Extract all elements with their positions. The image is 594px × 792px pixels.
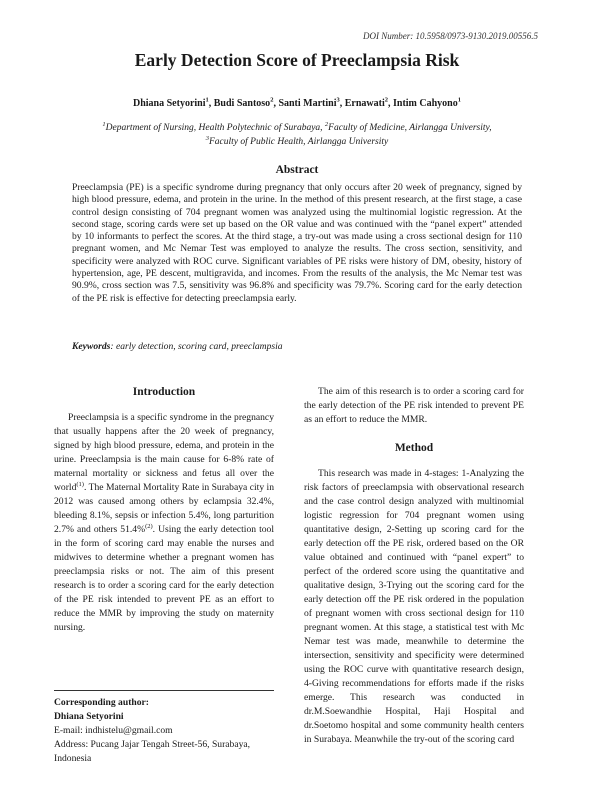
citation-mark: (1) [76, 480, 84, 488]
author-affiliation-mark: 1 [457, 96, 461, 104]
keywords [72, 341, 522, 352]
aim-paragraph: The aim of this research is to order a scoring card for the early detection of the PE risk intended to prevent PE as an effort to reduce the MMR. [304, 386, 524, 425]
intro-text-part: . The Maternal Mortality Rate in Surabaya city in 2012 was caused among others by eclampsia 32.4%, bleeding 8.1%, sepsis or infection 5.4%, long parturition 2.7% and others 51.4% [54, 482, 274, 535]
author-affiliation-mark: 2 [270, 96, 274, 104]
affiliation-text: Department of Nursing, Health Polytechnic of Surabaya, [105, 123, 325, 133]
author-name: Santi Martini [278, 98, 337, 109]
introduction-paragraph [54, 411, 274, 635]
intro-text-part: Preeclampsia is a specific syndrome in the pregnancy that usually happens after the 20 week of pregnancy, signed by high blood pressure, edema, and protein in the urine. Preeclampsia is the main cause for 6-8% rate of maternal mortality or sickness and fetus all over the world [54, 412, 274, 493]
corresponding-author-email: E-mail: indhistelu@gmail.com [54, 725, 173, 736]
abstract-heading: Abstract [275, 164, 319, 176]
author-name: Dhiana Setyorini [133, 98, 206, 109]
corresponding-author-address: Address: Pucang Jajar Tengah Street-56, Surabaya, Indonesia [54, 739, 251, 764]
footnote-divider [54, 690, 274, 691]
author-affiliation-mark: 3 [336, 96, 340, 104]
paper-title: Early Detection Score of Preeclampsia Risk [134, 50, 460, 70]
author-name: Ernawati [344, 98, 385, 109]
method-paragraph: This research was made in 4-stages: 1-Analyzing the risk factors of preeclampsia with observational research and the case control design analyzed with multinomial logistic regression for 704 pregnant women using quantitative design, 2-Setting up scoring card for the early detection off the PE risk, ordered based on the OR value obtained and continued with “panel expert” to perfect of the ordered score using the quantitative and qualitative design, 3-Trying out the scoring card for the early detection off the PE risk ordered in the population of pregnant women with cross sectional design for 110 pregnant women. At this stage, a statistical test with Mc Nemar test was made, meanwhile to determine the intersection, sensitivity and specificity were determined using the ROC curve with quantitative research design, 4-Giving recommendations for efforts made if the risks emerge. This research was conducted in dr.M.Soewandhie Hospital, Haji Hospital and dr.Soetomo hospital and some community health centers in Surabaya. Meanwhile the try-out of the scoring card [304, 468, 524, 745]
affiliation-mark: 3 [205, 134, 209, 142]
introduction-heading: Introduction [132, 386, 196, 398]
affiliation-text: Faculty of Public Health, Airlangga University [209, 137, 389, 147]
author-name: Intim Cahyono [393, 98, 458, 109]
intro-text-part: . Using the early detection tool in the form of scoring card may enable the nurses and midwives to determine whether a pregnant women has preeclampsia risks or not. The aim of this present research is to order a scoring card for the early detection of the PE risk intended to prevent PE as an effort to reduce the MMR by improving the study on maternity nursing. [54, 524, 274, 633]
doi-number: DOI Number: 10.5958/0973-9130.2019.00556.5 [363, 31, 538, 41]
correspondence-block [54, 696, 274, 766]
keywords-text: : early detection, scoring card, preeclampsia [110, 341, 283, 352]
keywords-label: Keywords [72, 341, 111, 352]
affiliation-text: Faculty of Medicine, Airlangga University, [328, 123, 492, 133]
corresponding-author-label: Corresponding author: [54, 697, 149, 708]
method-heading: Method [394, 442, 434, 454]
author-affiliation-mark: 2 [384, 96, 388, 104]
citation-mark: (2) [145, 522, 153, 530]
author-affiliation-mark: 1 [205, 96, 209, 104]
left-column [54, 385, 274, 635]
abstract-text: Preeclampsia (PE) is a specific syndrome during pregnancy that only occurs after 20 week of pregnancy, signed by high blood pressure, edema, and protein in the urine. In the method of this present research, at the first stage, a case control design consisting of 704 pregnant women was analyzed using the multinomial logistic regression. At the second stage, scoring cards were set up based on the OR value and was continued with the “panel expert” attended by 10 informants to perfect the scores. At the third stage, a try-out was made using a cross sectional design for 110 pregnant women, and Mc Nemar Test was employed to analyze the results. The cross section, sensitivity, and specificity were analyzed with ROC curve. Significant variables of PE risks were history of DM, obesity, history of hypertension, age, PE descent, multigravida, and incomes. From the results of the analysis, the Mc Nemar test was 90.9%, cross section was 7.5, sensitivity was 96.8% and specificity was 79.7%. Scoring card for the early detection of the PE risk is effective for detecting preeclampsia early. [72, 182, 522, 304]
affiliations [40, 121, 554, 149]
author-list: Dhiana Setyorini$^1$, Budi Santoso$^2$, Santi Martini$^3$, Ernawati$^2$, Intim Cahyono$^1$ [133, 96, 461, 109]
right-column [304, 385, 524, 747]
affiliation-mark: 2 [324, 120, 329, 128]
author-name: Budi Santoso [213, 98, 271, 109]
affiliation-mark: 1 [102, 120, 106, 128]
corresponding-author-name: Dhiana Setyorini [54, 711, 124, 722]
